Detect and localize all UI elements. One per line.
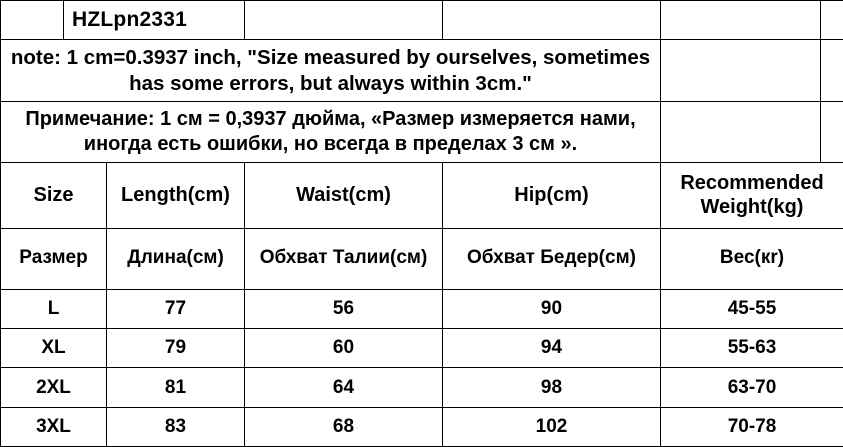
cell-weight: 63-70	[661, 368, 843, 407]
cell-weight: 45-55	[661, 289, 843, 328]
cell-length: 79	[107, 329, 245, 368]
cell-size: 3XL	[1, 407, 107, 446]
header-hip: Hip(cm)	[443, 163, 661, 228]
cell-hip: 90	[443, 289, 661, 328]
cell-weight: 70-78	[661, 407, 843, 446]
cell-length: 81	[107, 368, 245, 407]
note-ru-row	[1, 102, 843, 163]
cell-waist: 64	[245, 368, 443, 407]
cell-length: 83	[107, 407, 245, 446]
header-row-english	[1, 163, 843, 228]
cell-waist: 60	[245, 329, 443, 368]
note-russian: Примечание: 1 см = 0,3937 дюйма, «Размер измеряется нами, иногда есть ошибки, но всегда в пределах 3 см ».	[1, 102, 661, 163]
cell-size: L	[1, 289, 107, 328]
header-size-ru: Размер	[1, 228, 107, 289]
blank-cell	[821, 1, 843, 40]
blank-cell	[661, 40, 821, 102]
table-row	[1, 329, 843, 368]
blank-cell	[661, 102, 821, 163]
cell-size: XL	[1, 329, 107, 368]
note-english: note: 1 cm=0.3937 inch, "Size measured by ourselves, sometimes has some errors, but always within 3cm."	[1, 40, 661, 102]
header-weight: Recommended Weight(kg)	[661, 163, 843, 228]
header-size: Size	[1, 163, 107, 228]
product-code-row	[1, 1, 843, 40]
cell-weight: 55-63	[661, 329, 843, 368]
cell-hip: 98	[443, 368, 661, 407]
blank-cell	[1, 1, 64, 40]
product-code: HZLpn2331	[64, 1, 245, 40]
cell-size: 2XL	[1, 368, 107, 407]
blank-cell	[443, 1, 661, 40]
header-length-ru: Длина(см)	[107, 228, 245, 289]
cell-hip: 102	[443, 407, 661, 446]
blank-cell	[661, 1, 821, 40]
blank-cell	[245, 1, 443, 40]
header-weight-ru: Вес(кr)	[661, 228, 843, 289]
blank-cell	[821, 40, 843, 102]
header-hip-ru: Обхват Бедер(см)	[443, 228, 661, 289]
table-row	[1, 368, 843, 407]
header-waist-ru: Обхват Талии(см)	[245, 228, 443, 289]
table-row	[1, 407, 843, 446]
cell-hip: 94	[443, 329, 661, 368]
header-length: Length(cm)	[107, 163, 245, 228]
cell-waist: 68	[245, 407, 443, 446]
header-waist: Waist(cm)	[245, 163, 443, 228]
header-row-russian	[1, 228, 843, 289]
blank-cell	[821, 102, 843, 163]
table-row	[1, 289, 843, 328]
cell-length: 77	[107, 289, 245, 328]
note-en-row	[1, 40, 843, 102]
cell-waist: 56	[245, 289, 443, 328]
